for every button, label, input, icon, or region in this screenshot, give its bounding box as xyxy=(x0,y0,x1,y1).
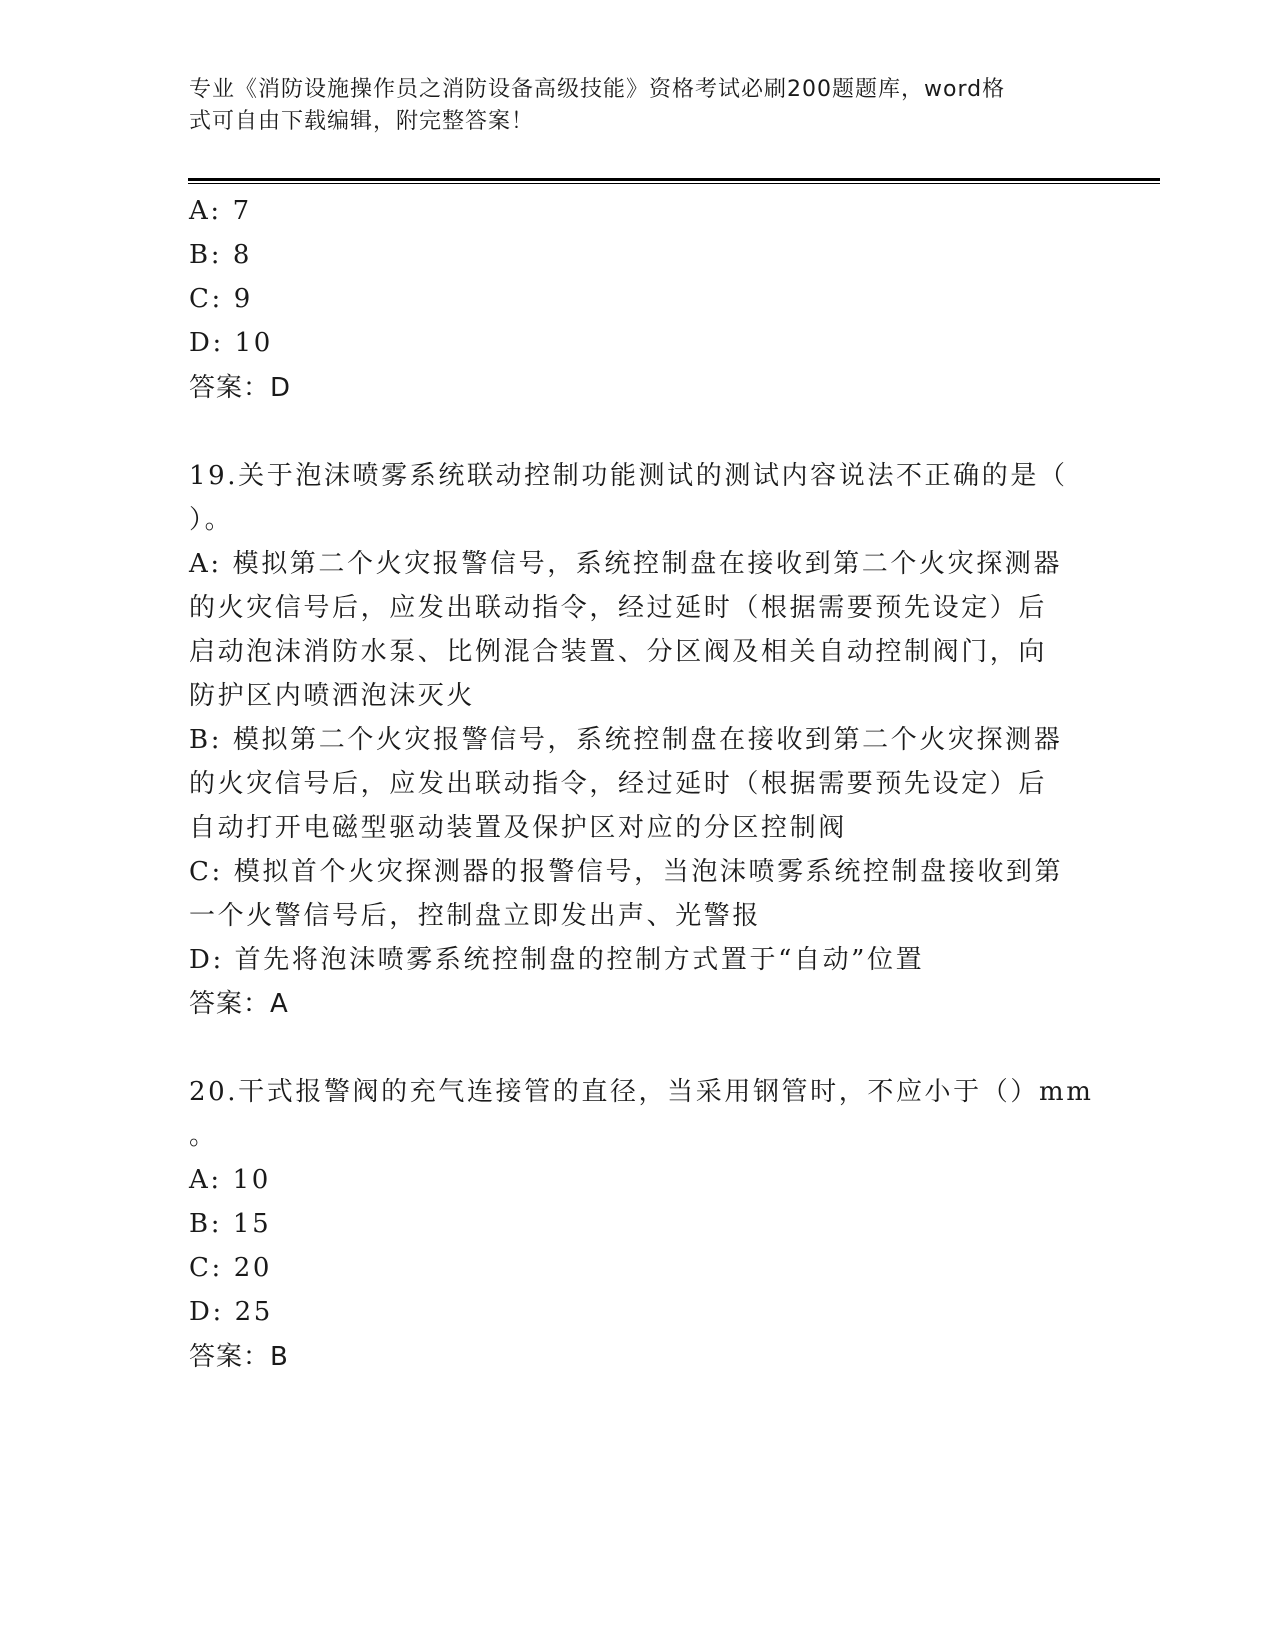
q18-option-c: C: 9 xyxy=(189,284,253,314)
q19-option-c-line-2: 一个火警信号后，控制盘立即发出声、光警报 xyxy=(189,901,762,931)
q18-option-b: B: 8 xyxy=(189,240,253,270)
q20-option-a: A: 10 xyxy=(189,1165,271,1195)
q20-option-b: B: 15 xyxy=(189,1209,272,1239)
q19-stem-line-1: 19.关于泡沫喷雾系统联动控制功能测试的测试内容说法不正确的是（ xyxy=(189,461,1068,491)
q18-answer: 答案：D xyxy=(189,373,292,403)
q20-option-c: C: 20 xyxy=(189,1253,273,1283)
q19-option-c-line-1: C: 模拟首个火灾探测器的报警信号，当泡沫喷雾系统控制盘接收到第 xyxy=(189,857,1064,887)
q20-stem-line-1: 20.干式报警阀的充气连接管的直径，当采用钢管时，不应小于（）mm xyxy=(189,1077,1094,1107)
q19-option-b-line-2: 的火灾信号后，应发出联动指令，经过延时（根据需要预先设定）后 xyxy=(189,769,1048,799)
q19-option-b-line-1: B: 模拟第二个火灾报警信号，系统控制盘在接收到第二个火灾探测器 xyxy=(189,725,1063,755)
q19-option-d-line-1: D: 首先将泡沫喷雾系统控制盘的控制方式置于“自动”位置 xyxy=(189,945,925,975)
document-header xyxy=(189,74,1089,138)
header-title-line-1: 专业《消防设施操作员之消防设备高级技能》资格考试必刷200题题库，word格 xyxy=(189,77,1006,102)
q19-option-a-line-4: 防护区内喷洒泡沫灭火 xyxy=(189,681,476,711)
q19-option-a-line-1: A: 模拟第二个火灾报警信号，系统控制盘在接收到第二个火灾探测器 xyxy=(189,549,1063,579)
header-rule-thin xyxy=(188,183,1160,184)
q19-option-a-line-3: 启动泡沫消防水泵、比例混合装置、分区阀及相关自动控制阀门，向 xyxy=(189,637,1048,667)
q20-stem-line-2: 。 xyxy=(189,1121,218,1151)
header-title-line-2: 式可自由下载编辑，附完整答案！ xyxy=(189,109,535,134)
q19-stem-line-2: ）。 xyxy=(189,505,234,535)
q20-option-d: D: 25 xyxy=(189,1297,273,1327)
q18-option-a: A: 7 xyxy=(189,196,252,226)
header-rule-thick xyxy=(188,178,1160,181)
q20-answer: 答案：B xyxy=(189,1342,289,1372)
q19-answer: 答案：A xyxy=(189,989,289,1019)
q19-option-b-line-3: 自动打开电磁型驱动装置及保护区对应的分区控制阀 xyxy=(189,813,847,843)
q19-option-a-line-2: 的火灾信号后，应发出联动指令，经过延时（根据需要预先设定）后 xyxy=(189,593,1048,623)
q18-option-d: D: 10 xyxy=(189,328,273,358)
